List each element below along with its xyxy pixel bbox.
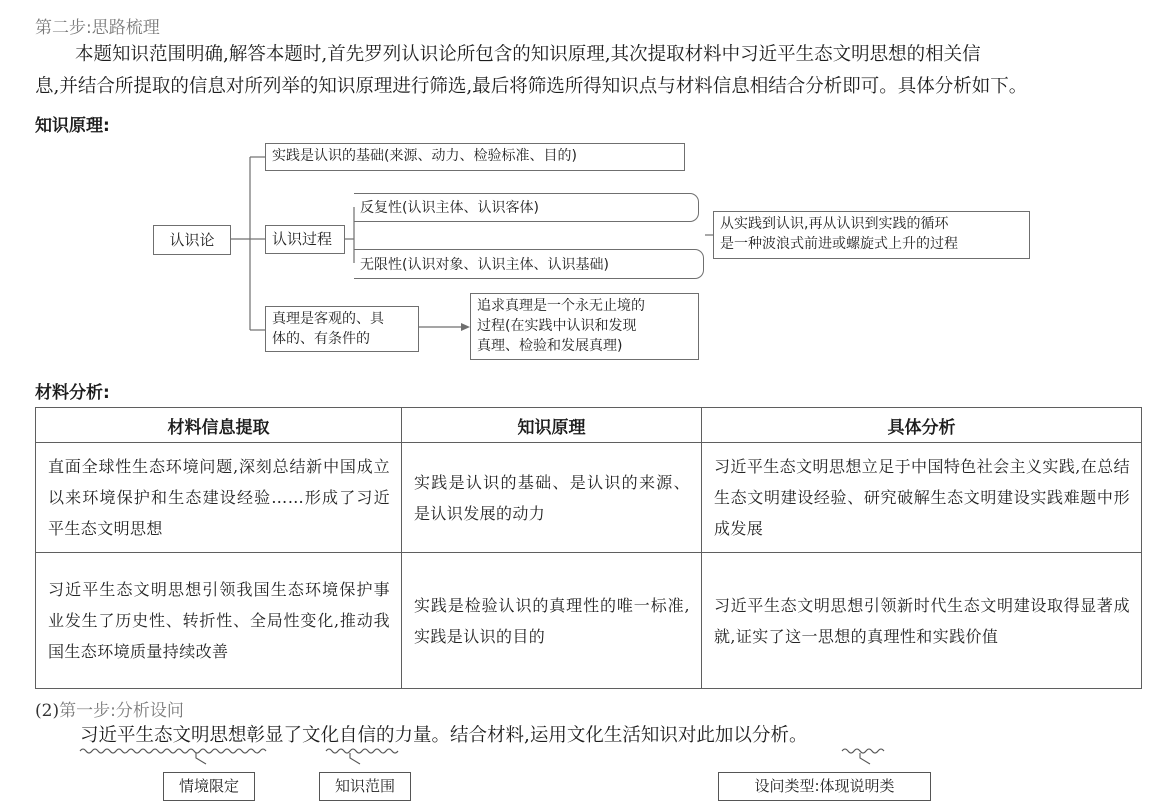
tag-question-type: 设问类型:体现说明类	[718, 772, 931, 801]
node-repetitive: 反复性(认识主体、认识客体)	[360, 200, 539, 216]
tag-context: 情境限定	[163, 772, 255, 801]
knowledge-heading: 知识原理:	[35, 116, 110, 136]
cell-info: 直面全球性生态环境问题,深刻总结新中国成立以来环境保护和生态建设经验……形成了习近平生态文明思想	[36, 443, 402, 553]
phrase-middle: 彰显了	[246, 725, 303, 746]
tag-knowledge-scope: 知识范围	[319, 772, 411, 801]
material-heading: 材料分析:	[35, 383, 110, 403]
node-cognition-process: 认识过程	[265, 225, 345, 254]
pursuit-line-2: 过程(在实践中认识和发现	[477, 318, 637, 334]
question-number: (2)	[35, 701, 60, 721]
cell-analysis: 习近平生态文明思想引领新时代生态文明建设取得显著成就,证实了这一思想的真理性和实践价值	[702, 553, 1142, 689]
cell-info: 习近平生态文明思想引领我国生态环境保护事业发生了历史性、转折性、全局性变化,推动我国生态环境质量持续改善	[36, 553, 402, 689]
root-node-epistemology: 认识论	[153, 225, 231, 255]
cell-principle: 实践是认识的基础、是认识的来源、是认识发展的动力	[402, 443, 702, 553]
step1-label: 第一步:分析设问	[59, 701, 184, 721]
cycle-line-2: 是一种波浪式前进或螺旋式上升的过程	[720, 236, 958, 252]
phrase-end: 。	[788, 725, 808, 746]
node-practice-basis: 实践是认识的基础(来源、动力、检验标准、目的)	[265, 143, 685, 171]
intro-line-2: 息,并结合所提取的信息对所列举的知识原理进行筛选,最后将筛选所得知识点与材料信息相结合分析即可。具体分析如下。	[35, 76, 1028, 97]
node-infinite: 无限性(认识对象、认识主体、认识基础)	[360, 257, 609, 273]
column-header: 材料信息提取	[36, 408, 402, 443]
intro-line-1: 本题知识范围明确,解答本题时,首先罗列认识论所包含的知识原理,其次提取材料中习近平生态文明思想的相关信	[75, 44, 981, 65]
phrase-knowledge: 文化自信	[302, 725, 377, 746]
pursuit-line-1: 追求真理是一个永无止境的	[477, 298, 645, 314]
column-header: 知识原理	[402, 408, 702, 443]
cycle-line-1: 从实践到认识,再从认识到实践的循环	[720, 216, 949, 232]
phrase-type: 分析	[751, 725, 789, 746]
cell-analysis: 习近平生态文明思想立足于中国特色社会主义实践,在总结生态文明建设经验、研究破解生态文明建设实践难题中形成发展	[702, 443, 1142, 553]
step-label: 第二步:思路梳理	[35, 18, 160, 38]
truth-line-2: 体的、有条件的	[272, 331, 370, 347]
cell-principle: 实践是检验认识的真理性的唯一标准,实践是认识的目的	[402, 553, 702, 689]
column-header: 具体分析	[702, 408, 1142, 443]
phrase-context: 习近平生态文明思想	[80, 725, 247, 746]
phrase-rest: 的力量。结合材料,运用文化生活知识对此加以	[376, 725, 752, 746]
truth-line-1: 真理是客观的、具	[272, 311, 384, 327]
pursuit-line-3: 真理、检验和发展真理)	[477, 338, 623, 354]
